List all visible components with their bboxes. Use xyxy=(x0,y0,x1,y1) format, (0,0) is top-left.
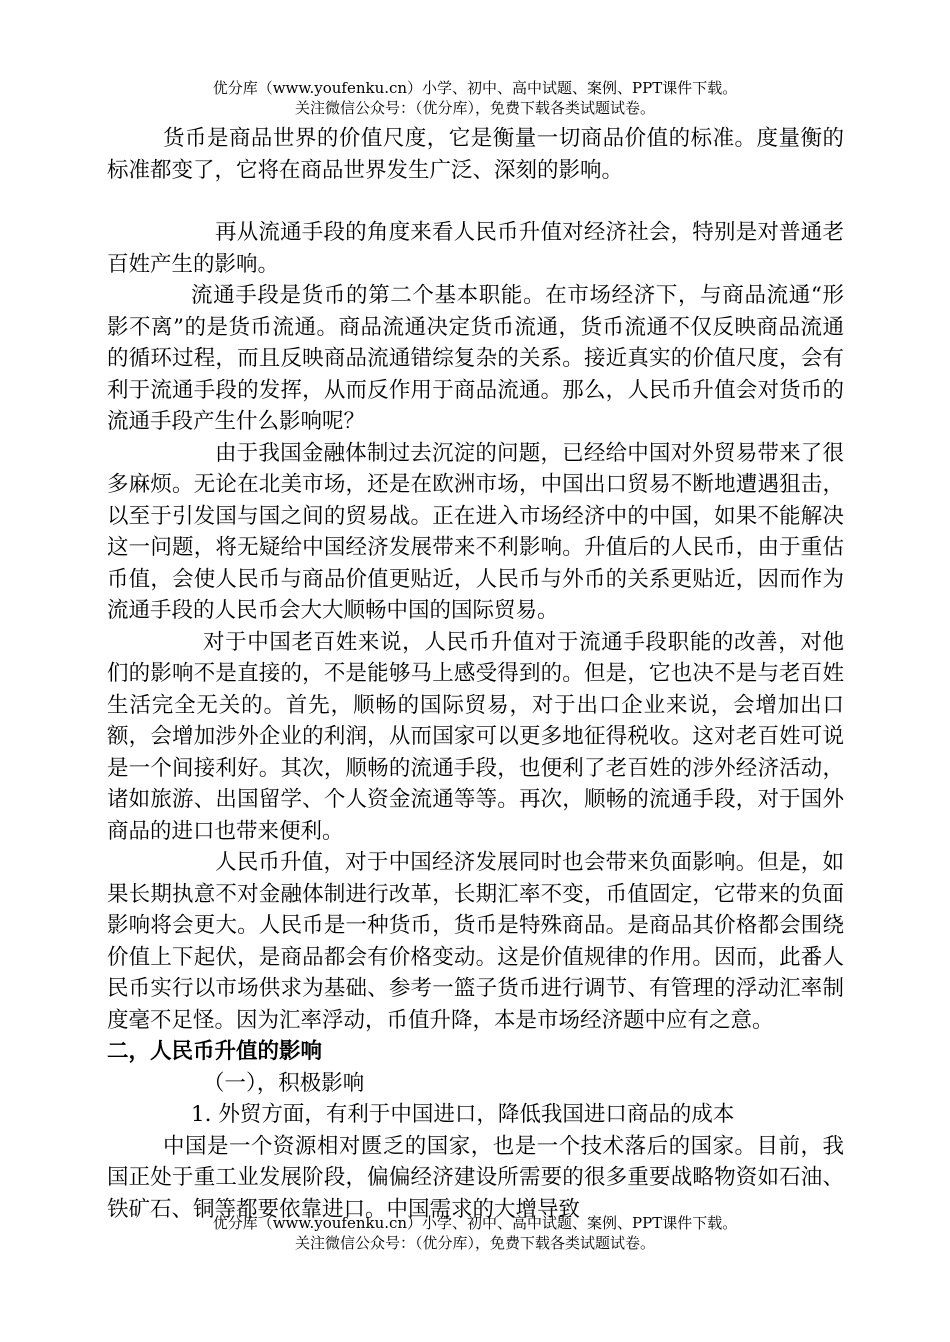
paragraph-gap xyxy=(107,186,844,217)
section-heading: 二，人民币升值的影响 xyxy=(107,1039,323,1064)
header-line-1: 优分库（www.youfenku.cn）小学、初中、高中试题、案例、PPT课件下载。 xyxy=(212,79,738,97)
numbered-item-1: 1. 外贸方面，有利于中国进口，降低我国进口商品的成本 xyxy=(191,1102,735,1127)
paragraph-value-measure: 货币是商品世界的价值尺度，它是衡量一切商品价值的标准。度量衡的标准都变了，它将在商品世界发生广泛、深刻的影响。 xyxy=(107,126,844,183)
paragraph-circulation-function: 流通手段是货币的第二个基本职能。在市场经济下，与商品流通“形影不离”的是货币流通。商品流通决定货币流通，货币流通不仅反映商品流通的循环过程，而且反映商品流通错综复杂的关系。接近真实的价值尺度，会有利于流通手段的发挥，从而反作用于商品流通。那么，人民币升值会对货币的流通手段产生什么影响呢？ xyxy=(107,283,844,434)
page-header xyxy=(0,78,950,118)
paragraph-common-people: 对于中国老百姓来说，人民币升值对于流通手段职能的改善，对他们的影响不是直接的，不是能够马上感受得到的。但是，它也决不是与老百姓生活完全无关的。首先，顺畅的国际贸易，对于出口企业来说，会增加出口额，会增加涉外企业的利润，从而国家可以更多地征得税收。这对老百姓可说是一个间接利好。其次，顺畅的流通手段，也便利了老百姓的涉外经济活动，诸如旅游、出国留学、个人资金流通等等。再次，顺畅的流通手段，对于国外商品的进口也带来便利。 xyxy=(107,629,844,844)
footer-line-2: 关注微信公众号：（优分库），免费下载各类试题试卷。 xyxy=(294,1234,655,1252)
paragraph-resources: 中国是一个资源相对匮乏的国家，也是一个技术落后的国家。目前，我国正处于重工业发展阶段，偏偏经济建设所需要的很多重要战略物资如石油、铁矿石、铜等都要依靠进口。中国需求的大增导致 xyxy=(107,1133,844,1222)
footer-line-1: 优分库（www.youfenku.cn）小学、初中、高中试题、案例、PPT课件下载。 xyxy=(212,1214,738,1232)
page-footer xyxy=(0,1213,950,1253)
paragraph-trade-problems: 由于我国金融体制过去沉淀的问题，已经给中国对外贸易带来了很多麻烦。无论在北美市场，还是在欧洲市场，中国出口贸易不断地遭遇狙击，以至于引发国与国之间的贸易战。正在进入市场经济中的中国，如果不能解决这一问题，将无疑给中国经济发展带来不利影响。升值后的人民币，由于重估币值，会使人民币与商品价值更贴近，人民币与外币的关系更贴近，因而作为流通手段的人民币会大大顺畅中国的国际贸易。 xyxy=(107,440,844,623)
header-line-2: 关注微信公众号：（优分库），免费下载各类试题试卷。 xyxy=(294,99,655,117)
paragraph-negative-effects: 人民币升值，对于中国经济发展同时也会带来负面影响。但是，如果长期执意不对金融体制进行改革，长期汇率不变，币值固定，它带来的负面影响将会更大。人民币是一种货币，货币是特殊商品。是商品其价格都会围绕价值上下起伏，是商品都会有价格变动。这是价值规律的作用。因而，此番人民币实行以市场供求为基础、参考一篮子货币进行调节、有管理的浮动汇率制度毫不足怪。因为汇率浮动，币值升降，本是市场经济题中应有之意。 xyxy=(107,850,844,1033)
document-body xyxy=(107,123,844,1225)
paragraph-circulation-intro: 再从流通手段的角度来看人民币升值对经济社会，特别是对普通老百姓产生的影响。 xyxy=(107,220,844,277)
subsection-heading: （一），积极影响 xyxy=(203,1070,365,1096)
